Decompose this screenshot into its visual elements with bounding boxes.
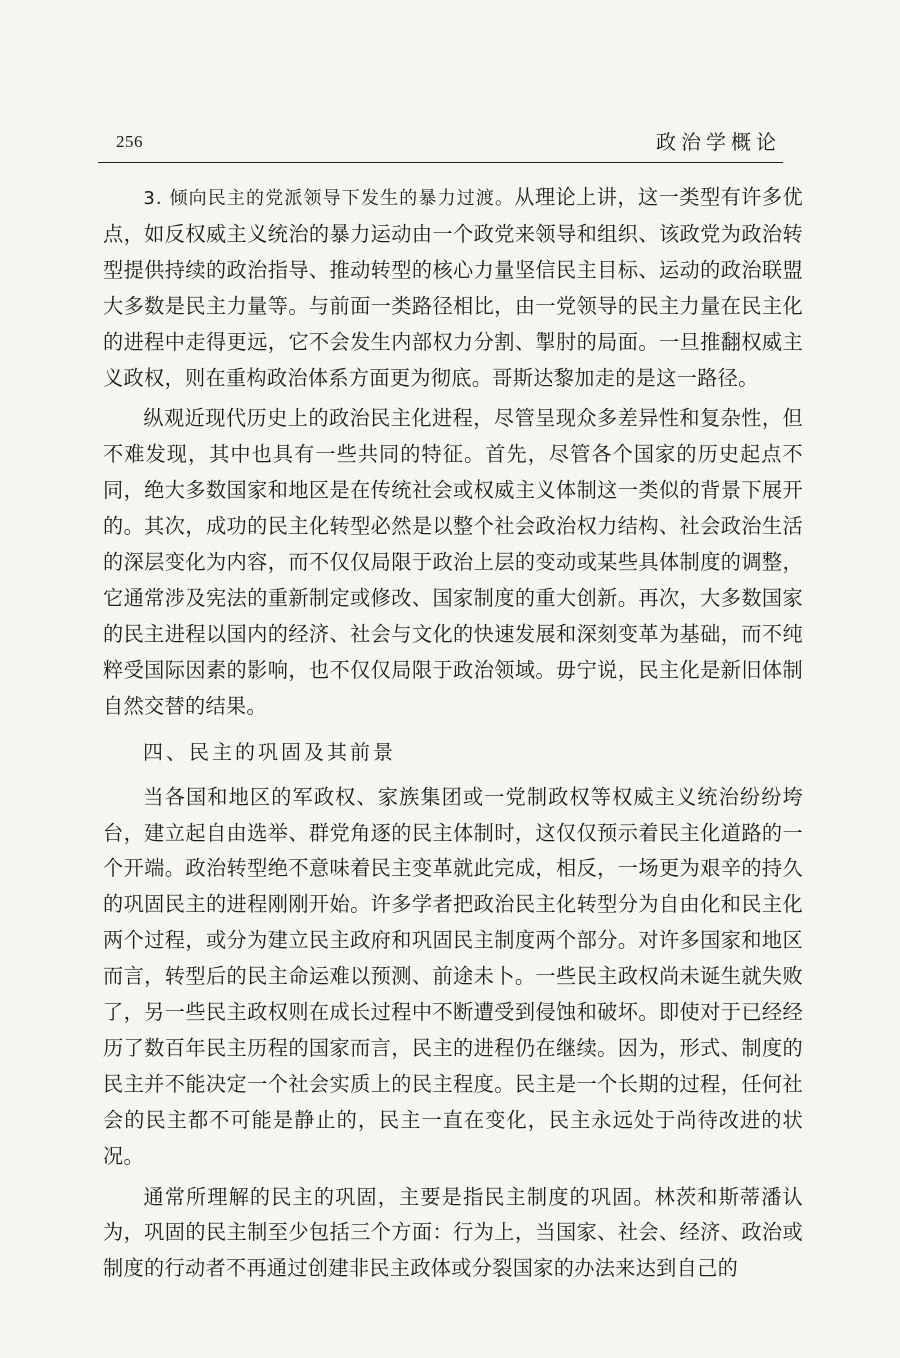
body-text: [103, 180, 803, 1287]
paragraph-violent-transition: [103, 180, 803, 396]
page-number: 256: [116, 132, 143, 151]
section-heading: 四、民主的巩固及其前景: [143, 739, 396, 764]
paragraph-consolidation-start: 当各国和地区的军政权、家族集团或一党制政权等权威主义统治纷纷垮台，建立起自由选举、群党角逐的民主体制时，这仅仅预示着民主化道路的一个开端。政治转型绝不意味着民主变革就此完成，相反，一场更为艰辛的持久的巩固民主的进程刚刚开始。许多学者把政治民主化转型分为自由化和民主化两个过程，或分为建立民主政府和巩固民主制度两个部分。对许多国家和地区而言，转型后的民主命运难以预测、前途未卜。一些民主政权尚未诞生就失败了，另一些民主政权则在成长过程中不断遭受到侵蚀和破坏。即使对于已经经历了数百年民主历程的国家而言，民主的进程仍在继续。因为，形式、制度的民主并不能决定一个社会实质上的民主程度。民主是一个长期的过程，任何社会的民主都不可能是静止的，民主一直在变化，民主永远处于尚待改进的状况。: [103, 784, 803, 1168]
paragraph-common-features: 纵观近现代历史上的政治民主化进程，尽管呈现众多差异性和复杂性，但不难发现，其中也具有一些共同的特征。首先，尽管各个国家的历史起点不同，绝大多数国家和地区是在传统社会或权威主义体制这一类似的背景下展开的。其次，成功的民主化转型必然是以整个社会政治权力结构、社会政治生活的深层变化为内容，而不仅仅局限于政治上层的变动或某些具体制度的调整，它通常涉及宪法的重新制定或修改、国家制度的重大创新。再次，大多数国家的民主进程以国内的经济、社会与文化的快速发展和深刻变革为基础，而不纯粹受国际因素的影响，也不仅仅局限于政治领域。毋宁说，民主化是新旧体制自然交替的结果。: [103, 406, 803, 718]
paragraph-text: 从理论上讲，这一类型有许多优点，如反权威主义统治的暴力运动由一个政党来领导和组织、该政党为政治转型提供持续的政治指导、推动转型的核心力量坚信民主目标、运动的政治联盟大多数是民主力量等。与前面一类路径相比，由一党领导的民主力量在民主化的进程中走得更远，它不会发生内部权力分割、掣肘的局面。一旦推翻权威主义政权，则在重构政治体系方面更为彻底。哥斯达黎加走的是这一路径。: [103, 185, 803, 390]
running-title: 政治学概论: [656, 130, 781, 154]
paragraph-consolidation-definition: 通常所理解的民主的巩固，主要是指民主制度的巩固。林茨和斯蒂潘认为，巩固的民主制至少包括三个方面：行为上，当国家、社会、经济、政治或制度的行动者不再通过创建非民主政体或分裂国家的办法来达到自己的: [103, 1184, 803, 1281]
page-header: [98, 118, 783, 163]
paragraph-lead-heading: 3. 倾向民主的党派领导下发生的暴力过渡。: [143, 188, 515, 209]
